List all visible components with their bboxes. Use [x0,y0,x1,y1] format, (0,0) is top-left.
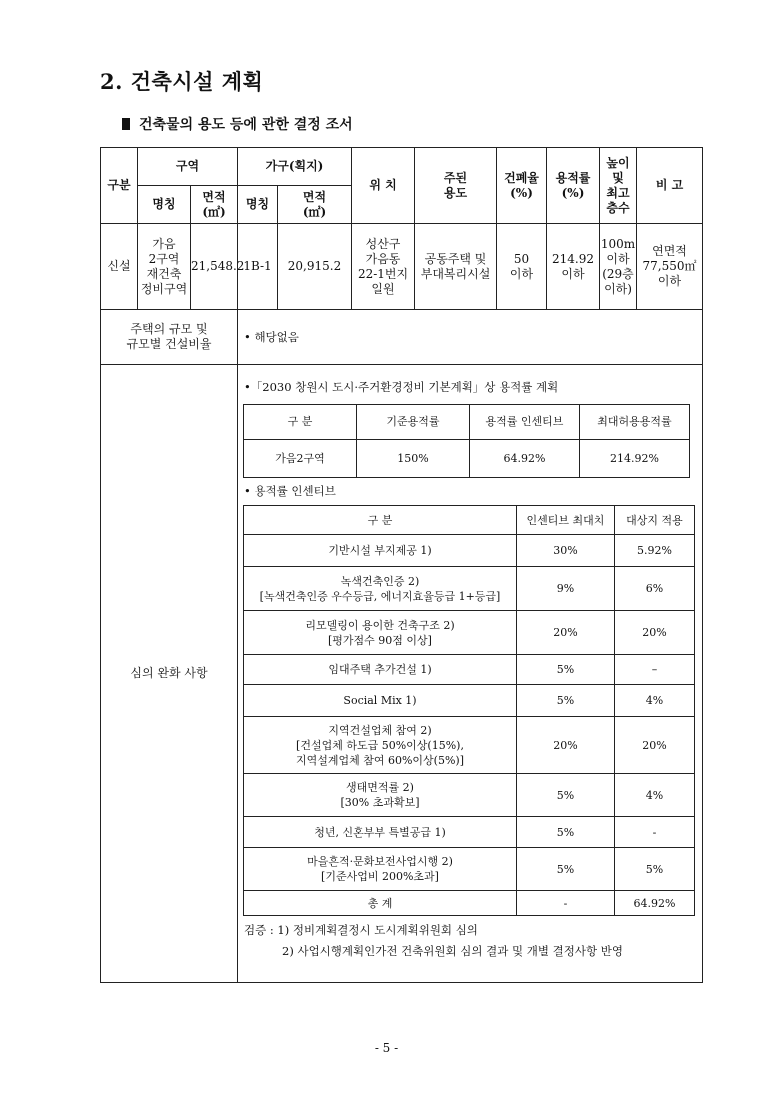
row-zone-name-line: 정비구역 [140,281,188,296]
incentive-note: • 용적률 인센티브 [244,484,336,498]
row-main-use-line: 부대복리시설 [420,266,491,281]
incentive-item-line: 생태면적률 2) [346,781,414,794]
footer-note-1: 검증 : 1) 정비계획결정시 도시계획위원회 심의 [244,923,478,937]
incentive-max: 5% [517,685,615,717]
header-remarks: 비 고 [637,148,703,224]
incentive-applied: - [615,817,695,848]
sub-title-text: 건축물의 용도 등에 관한 결정 조서 [139,117,353,133]
incentive-item-line: [녹색건축인증 우수등급, 에너지효율등급 1+등급] [259,589,501,603]
header-gubun: 구분 [101,148,138,224]
incentive-max: 20% [517,611,615,655]
incentive-max: 30% [517,535,615,567]
incentive-item [244,848,517,891]
incentive-header: 구 분 [244,506,517,535]
far-plan-table [243,404,690,478]
plan-cell: 64.92% [470,440,580,478]
row-zone-name-line: 재건축 [146,266,182,281]
table-row [244,611,695,655]
row-remarks-line: 연면적 [652,244,687,258]
section-title: 2. 건축시설 계획 [100,69,264,94]
page-number: - 5 - [374,1041,399,1055]
row-zone-name-line: 가음 [152,236,176,251]
incentive-item-line: [기준사업비 200%초과] [321,870,439,883]
incentive-applied: – [615,655,695,685]
incentive-item-line: Social Mix 1) [343,694,417,707]
plan-note: •「2030 창원시 도시·주거환경정비 기본계획」상 용적률 계획 [244,380,559,394]
scale-label [101,310,238,365]
header-far [547,148,600,224]
incentive-item [244,611,517,655]
header-gagu: 가구(획지) [238,148,352,186]
plan-header: 용적률 인센티브 [470,405,580,440]
review-content [238,365,703,983]
header-block-area-unit: (㎡) [302,204,327,219]
header-zone-area-unit: (㎡) [202,204,226,219]
header-bcr-line: (%) [510,185,533,200]
footer-note-2: 2) 사업시행계획인가전 건축위원회 심의 결과 및 개별 결정사항 반영 [282,944,623,958]
total-label: 총 계 [244,891,517,916]
row-location [352,224,415,310]
incentive-max: 20% [517,717,615,774]
row-remarks [637,224,703,310]
row-block-area: 20,915.2 [278,224,352,310]
incentive-item-line: 지역설계업체 참여 60%이상(5%)] [295,753,465,767]
incentive-item [244,535,517,567]
incentive-max: 5% [517,774,615,817]
incentive-header: 대상지 적용 [615,506,695,535]
header-zone-name: 명칭 [138,186,191,224]
row-block-name: 1B-1 [238,224,278,310]
row-bcr-line: 이하 [509,266,534,281]
total-max: - [517,891,615,916]
row-far-line: 이하 [561,266,585,281]
incentive-item [244,685,517,717]
incentive-item [244,717,517,774]
incentive-applied: 4% [615,685,695,717]
incentive-header: 인센티브 최대치 [517,506,615,535]
header-far-line: (%) [561,185,585,200]
incentive-item-line: 청년, 신혼부부 특별공급 1) [314,825,446,839]
header-main-use-line: 용도 [443,185,468,200]
incentive-item [244,817,517,848]
table-row-total [244,891,695,916]
header-block-area [278,186,352,224]
table-row [244,717,695,774]
header-height-line: 높이 [606,155,630,170]
plan-cell: 214.92% [580,440,690,478]
incentive-item-line: 기반시설 부지제공 1) [328,544,432,557]
incentive-max: 9% [517,567,615,611]
incentive-max: 5% [517,817,615,848]
table-row [244,774,695,817]
incentive-max: 5% [517,655,615,685]
incentive-applied: 4% [615,774,695,817]
scale-label-line: 주택의 규모 및 [130,322,208,336]
incentive-item-line: 임대주택 추가건설 1) [328,663,432,676]
row-bcr-line: 50 [513,251,530,266]
row-far [547,224,600,310]
plan-cell: 150% [357,440,470,478]
row-zone-name-line: 2구역 [148,251,180,266]
header-main-use [415,148,497,224]
row-remarks-line: 이하 [657,274,682,288]
scale-label-line: 규모별 건설비율 [126,337,212,351]
row-bcr [497,224,547,310]
header-guyeok: 구역 [138,148,238,186]
header-far-line: 용적률 [555,170,591,185]
incentive-item-line: 지역건설업체 참여 2) [328,723,432,737]
plan-header: 기준용적률 [357,405,470,440]
incentive-item [244,774,517,817]
row-location-line: 가음동 [365,251,401,266]
header-location: 위 치 [352,148,415,224]
header-zone-area-line: 면적 [202,189,226,204]
incentive-item-line: [건설업체 하도급 50%이상(15%), [296,738,464,752]
incentive-table [243,505,695,916]
incentive-item-line: 마을흔적·문화보전사업시행 2) [307,855,453,868]
header-height-line: 및 [612,170,624,185]
table-row [244,535,695,567]
review-label: 심의 완화 사항 [101,365,238,983]
table-row [244,655,695,685]
header-block-name: 명칭 [238,186,278,224]
incentive-item [244,567,517,611]
row-height-line: (29층 [602,266,634,281]
row-main-use-line: 공동주택 및 [424,251,487,266]
table-row [244,685,695,717]
scale-value-cell [238,310,703,365]
row-far-line: 214.92 [552,251,595,266]
incentive-applied: 20% [615,611,695,655]
row-zone-name [138,224,191,310]
row-height-line: 100m [600,236,636,251]
header-bcr [497,148,547,224]
incentive-item-line: [30% 초과확보] [340,796,420,809]
incentive-item-line: [평가점수 90점 이상] [328,633,432,647]
incentive-item-line: 리모델링이 용이한 건축구조 2) [305,618,455,632]
decision-table [100,147,703,983]
table-row [244,817,695,848]
row-zone-area: 21,548.2 [191,224,238,310]
plan-header: 구 분 [244,405,357,440]
header-height [600,148,637,224]
incentive-applied: 5% [615,848,695,891]
incentive-applied: 5.92% [615,535,695,567]
row-height-line: 이하) [604,281,632,296]
row-location-line: 일원 [371,281,395,296]
row-main-use [415,224,497,310]
row-height-line: 이하 [606,251,630,266]
row-location-line: 22-1번지 [357,266,409,281]
table-row [244,567,695,611]
incentive-max: 5% [517,848,615,891]
header-block-area-line: 면적 [302,189,327,204]
header-main-use-line: 주된 [443,170,468,185]
incentive-item-line: 녹색건축인증 2) [340,574,420,588]
header-zone-area [191,186,238,224]
header-height-line: 최고 [606,185,630,200]
header-bcr-line: 건폐율 [504,170,539,185]
row-gubun: 신설 [101,224,138,310]
square-bullet-icon [122,118,130,130]
incentive-applied: 6% [615,567,695,611]
plan-header: 최대허용용적률 [580,405,690,440]
row-remarks-line: 77,550㎡ [642,259,697,273]
table-row [244,848,695,891]
scale-value: • 해당없음 [244,329,299,344]
row-location-line: 성산구 [365,236,401,251]
incentive-applied: 20% [615,717,695,774]
sub-title [122,114,353,134]
header-height-line: 층수 [606,200,630,215]
total-applied: 64.92% [615,891,695,916]
plan-cell: 가음2구역 [244,440,357,478]
incentive-item [244,655,517,685]
row-height [600,224,637,310]
